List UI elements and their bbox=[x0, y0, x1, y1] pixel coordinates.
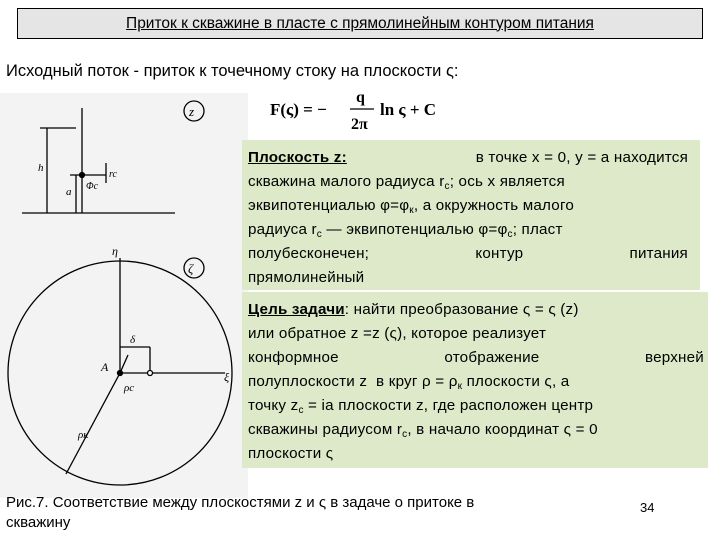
rho-k-line bbox=[66, 373, 120, 474]
figure-diagram bbox=[0, 93, 248, 498]
block2-line-1 bbox=[248, 298, 579, 322]
block1-line-1 bbox=[248, 146, 688, 170]
block1-line-1-text: в точке x = 0, y = a находится bbox=[475, 149, 688, 166]
point-delta bbox=[148, 371, 153, 376]
plane-z-heading: Плоскость z: bbox=[248, 149, 347, 166]
sub: c bbox=[298, 405, 304, 416]
text: точку z bbox=[248, 397, 299, 414]
sub: к bbox=[409, 205, 414, 216]
block1-line-5 bbox=[248, 242, 688, 266]
A-label: A bbox=[101, 360, 109, 374]
phi-c-label: Φc bbox=[86, 181, 99, 192]
block2-line-7 bbox=[248, 442, 333, 466]
eta-label: η bbox=[112, 244, 118, 258]
block2-line-3 bbox=[248, 346, 704, 370]
rho-k-label: ρк bbox=[78, 429, 89, 441]
z-plane-figure bbox=[22, 101, 204, 213]
sub: c bbox=[507, 229, 513, 240]
text: скважина малого радиуса r bbox=[248, 173, 445, 190]
formula-denominator: 2π bbox=[351, 116, 368, 133]
formula-rhs: ln ς + C bbox=[380, 100, 437, 119]
text: — эквипотенциалью φ=φ bbox=[321, 221, 508, 238]
text: прямолинейный bbox=[248, 269, 365, 286]
text: отображение bbox=[444, 349, 540, 366]
well-point bbox=[80, 173, 85, 178]
text: скважины радиусом r bbox=[248, 421, 403, 438]
text: , а окружность малого bbox=[413, 197, 574, 214]
rc-label: rc bbox=[109, 169, 117, 180]
text: плоскости ς bbox=[248, 445, 334, 462]
text: конформное bbox=[248, 349, 339, 366]
text: , в начало координат ς = 0 bbox=[407, 421, 598, 438]
text: полубесконечен; bbox=[248, 245, 370, 262]
text: полуплоскости z bbox=[248, 373, 368, 390]
text: в круг ρ = ρ bbox=[376, 373, 458, 390]
intro-text: Исходный поток - приток к точечному стоку на плоскости ς: bbox=[6, 62, 459, 80]
goal-heading: Цель задачи bbox=[248, 301, 345, 318]
z-label: z bbox=[189, 104, 195, 119]
formula bbox=[268, 82, 468, 144]
sub: c bbox=[444, 181, 450, 192]
block1-line-6 bbox=[248, 266, 364, 290]
formula-numerator: q bbox=[356, 89, 365, 106]
delta-label: δ bbox=[130, 334, 136, 346]
figure-caption: Рис.7. Соответствие между плоскостями z и ς в задаче о притоке в скважину bbox=[6, 494, 475, 531]
zeta-label: ζ bbox=[188, 261, 194, 276]
text: радиуса r bbox=[248, 221, 317, 238]
block2-line-2 bbox=[248, 322, 546, 346]
text: верхней bbox=[645, 349, 704, 366]
a-label: a bbox=[66, 186, 72, 198]
center-point bbox=[118, 371, 123, 376]
title-box bbox=[17, 8, 703, 39]
text: ; ось x является bbox=[449, 173, 565, 190]
text: или обратное z =z (ς), которое реализует bbox=[248, 325, 547, 342]
text: = ia плоскости z, где расположен центр bbox=[303, 397, 594, 414]
rho-c-label: ρc bbox=[124, 382, 135, 394]
text: питания bbox=[629, 245, 688, 262]
sub: к bbox=[457, 381, 463, 392]
sub: c bbox=[316, 229, 322, 240]
zeta-label-circle bbox=[184, 258, 204, 278]
sub: c bbox=[402, 429, 408, 440]
formula-lhs: F(ς) = − bbox=[270, 100, 327, 119]
text: ; пласт bbox=[512, 221, 563, 238]
xi-label: ξ bbox=[224, 370, 230, 384]
text: : найти преобразование ς = ς (z) bbox=[344, 301, 579, 318]
text: контур bbox=[475, 245, 524, 262]
text: плоскости ς, а bbox=[462, 373, 570, 390]
zeta-plane-figure bbox=[8, 258, 232, 485]
figure-panel bbox=[0, 93, 248, 498]
h-label: h bbox=[38, 162, 44, 174]
slide-title: Приток к скважине в пласте с прямолинейным контуром питания bbox=[126, 14, 594, 32]
text: эквипотенциалью φ=φ bbox=[248, 197, 410, 214]
page-number: 34 bbox=[640, 500, 655, 515]
